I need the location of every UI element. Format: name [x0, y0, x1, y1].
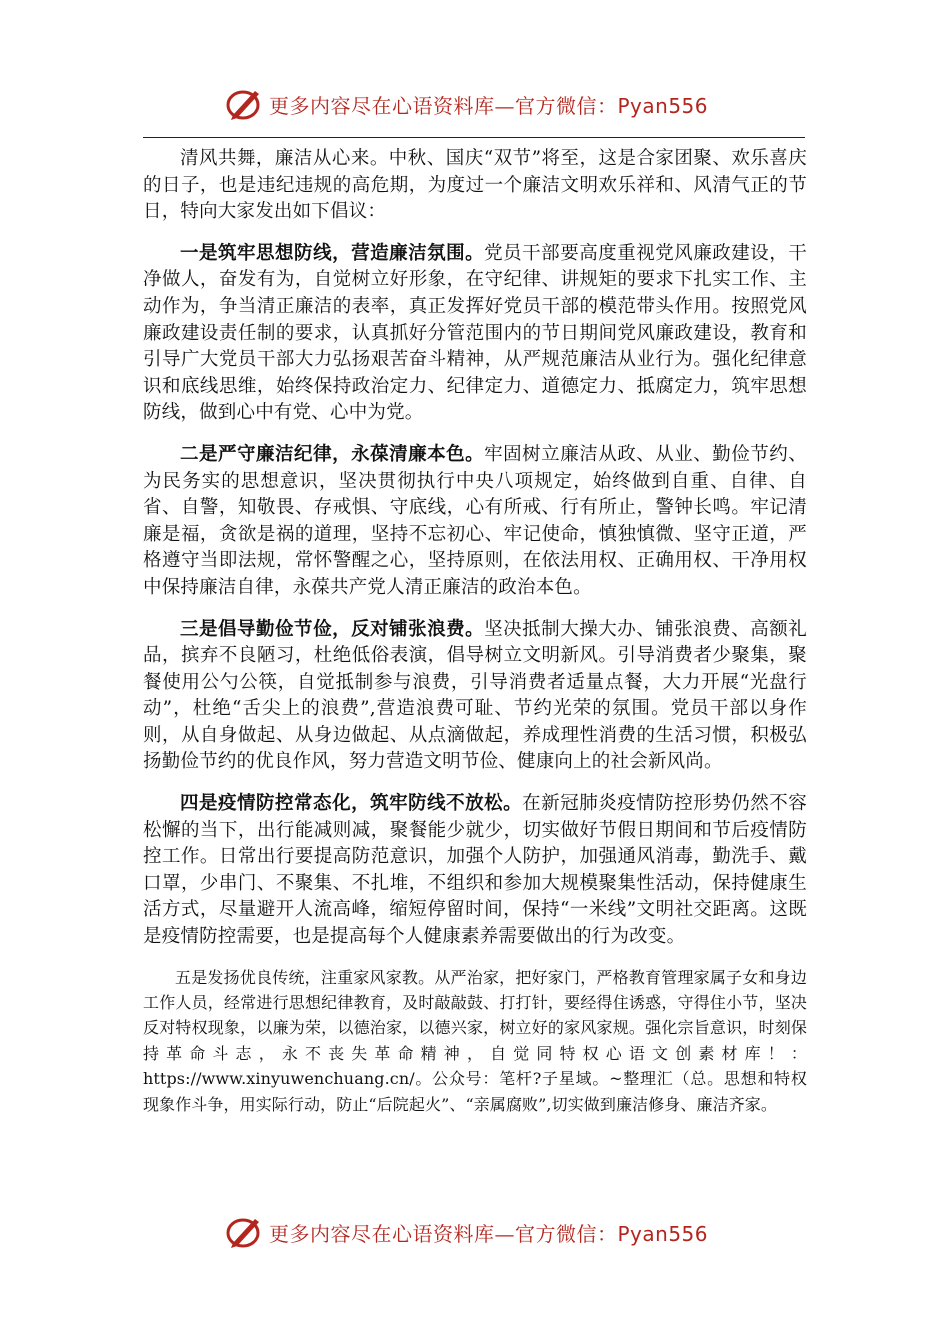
- point-one-heading: 一是筑牢思想防线，营造廉洁氛围。: [180, 242, 485, 264]
- point-two-heading: 二是严守廉洁纪律，永葆清廉本色。: [180, 443, 485, 465]
- point-three-paragraph: 三是倡导勤俭节俭，反对铺张浪费。坚决抵制大操大办、铺张浪费、高额礼品，摈弃不良陋习，杜绝低俗表演，倡导树立文明新风。引导消费者少聚集，聚餐使用公勺公筷，自觉抵制参与浪费，引导消费者适量点餐，大力开展“光盘行动”，杜绝“舌尖上的浪费”,营造浪费可耻、节约光荣的氛围。党员干部以身作则，从自身做起、从身边做起、从点滴做起，养成理性消费的生活习惯，积极弘扬勤俭节约的优良作风，努力营造文明节俭、健康向上的社会新风尚。: [143, 618, 808, 773]
- point-four-paragraph: 四是疫情防控常态化，筑牢防线不放松。在新冠肺炎疫情防控形势仍然不容松懈的当下，出行能减则减，聚餐能少就少，切实做好节假日期间和节后疫情防控工作。日常出行要提高防范意识，加强个人防护，加强通风消毒，勤洗手、戴口罩，少串门、不聚集、不扎堆，不组织和参加大规模聚集性活动，保持健康生活方式，尽量避开人流高峰，缩短停留时间，保持“一米线”文明社交距离。这既是疫情防控需要，也是提高每个人健康素养需要做出的行为改变。: [143, 793, 807, 948]
- footer-wechat-id: Pyan556: [617, 1221, 709, 1246]
- point-five-paragraph: 五是发扬优良传统，注重家风家教。从严治家，把好家门，严格教育管理家属子女和身边工作人员，经常进行思想纪律教育，及时敲敲鼓、打打针，要经得住诱惑，守得住小节，坚决反对特权现象，以廉为荣，以德治家，以德兴家，树立好的家风家规。强化宗旨意识，时刻保持革命斗志，永不丧失革命精神，自觉同特权心语文创素材库！：https://www.xinyuwenchuang.cn/。公众号：笔杆?子星域。~整理汇（总。思想和特权现象作斗争，用实际行动，防止“后院起火”、“亲属腐败”,切实做到廉洁修身、廉洁齐家。: [143, 967, 807, 1114]
- pen-logo-icon: [225, 1213, 263, 1251]
- header-banner-text: 更多内容尽在心语资料库—官方微信：Pyan556: [269, 93, 709, 118]
- document-body: [143, 146, 807, 1117]
- point-one-paragraph: 一是筑牢思想防线，营造廉洁氛围。党员干部要高度重视党风廉政建设，干净做人，奋发有为，自觉树立好形象，在守纪律、讲规矩的要求下扎实工作、主动作为，争当清正廉洁的表率，真正发挥好党员干部的模范带头作用。按照党风廉政建设责任制的要求，认真抓好分管范围内的节日期间党风廉政建设，教育和引导广大党员干部大力弘扬艰苦奋斗精神，从严规范廉洁从业行为。强化纪律意识和底线思维，始终保持政治定力、纪律定力、道德定力、抵腐定力，筑牢思想防线，做到心中有党、心中为党。: [143, 242, 808, 424]
- intro-paragraph: 清风共舞，廉洁从心来。中秋、国庆“双节”将至，这是合家团聚、欢乐喜庆的日子，也是违纪违规的高危期，为度过一个廉洁文明欢乐祥和、风清气正的节日，特向大家发出如下倡议：: [143, 148, 807, 223]
- footer-banner-text: 更多内容尽在心语资料库—官方微信：Pyan556: [269, 1221, 709, 1246]
- point-four-heading: 四是疫情防控常态化，筑牢防线不放松。: [180, 793, 523, 815]
- header-banner: [225, 84, 745, 124]
- pen-logo-icon: [225, 85, 263, 123]
- footer-banner: [225, 1212, 745, 1252]
- point-three-heading: 三是倡导勤俭节俭，反对铺张浪费。: [180, 618, 485, 640]
- header-wechat-id: Pyan556: [617, 93, 709, 118]
- header-rule: [143, 137, 805, 138]
- point-two-paragraph: 二是严守廉洁纪律，永葆清廉本色。牢固树立廉洁从政、从业、勤俭节约、为民务实的思想意识，坚决贯彻执行中央八项规定，始终做到自重、自律、自省、自警，知敬畏、存戒惧、守底线，心有所戒、行有所止，警钟长鸣。牢记清廉是福，贪欲是祸的道理，坚持不忘初心、牢记使命，慎独慎微、坚守正道，严格遵守当即法规，常怀警醒之心，坚持原则，在依法用权、正确用权、干净用权中保持廉洁自律，永葆共产党人清正廉洁的政治本色。: [143, 443, 808, 598]
